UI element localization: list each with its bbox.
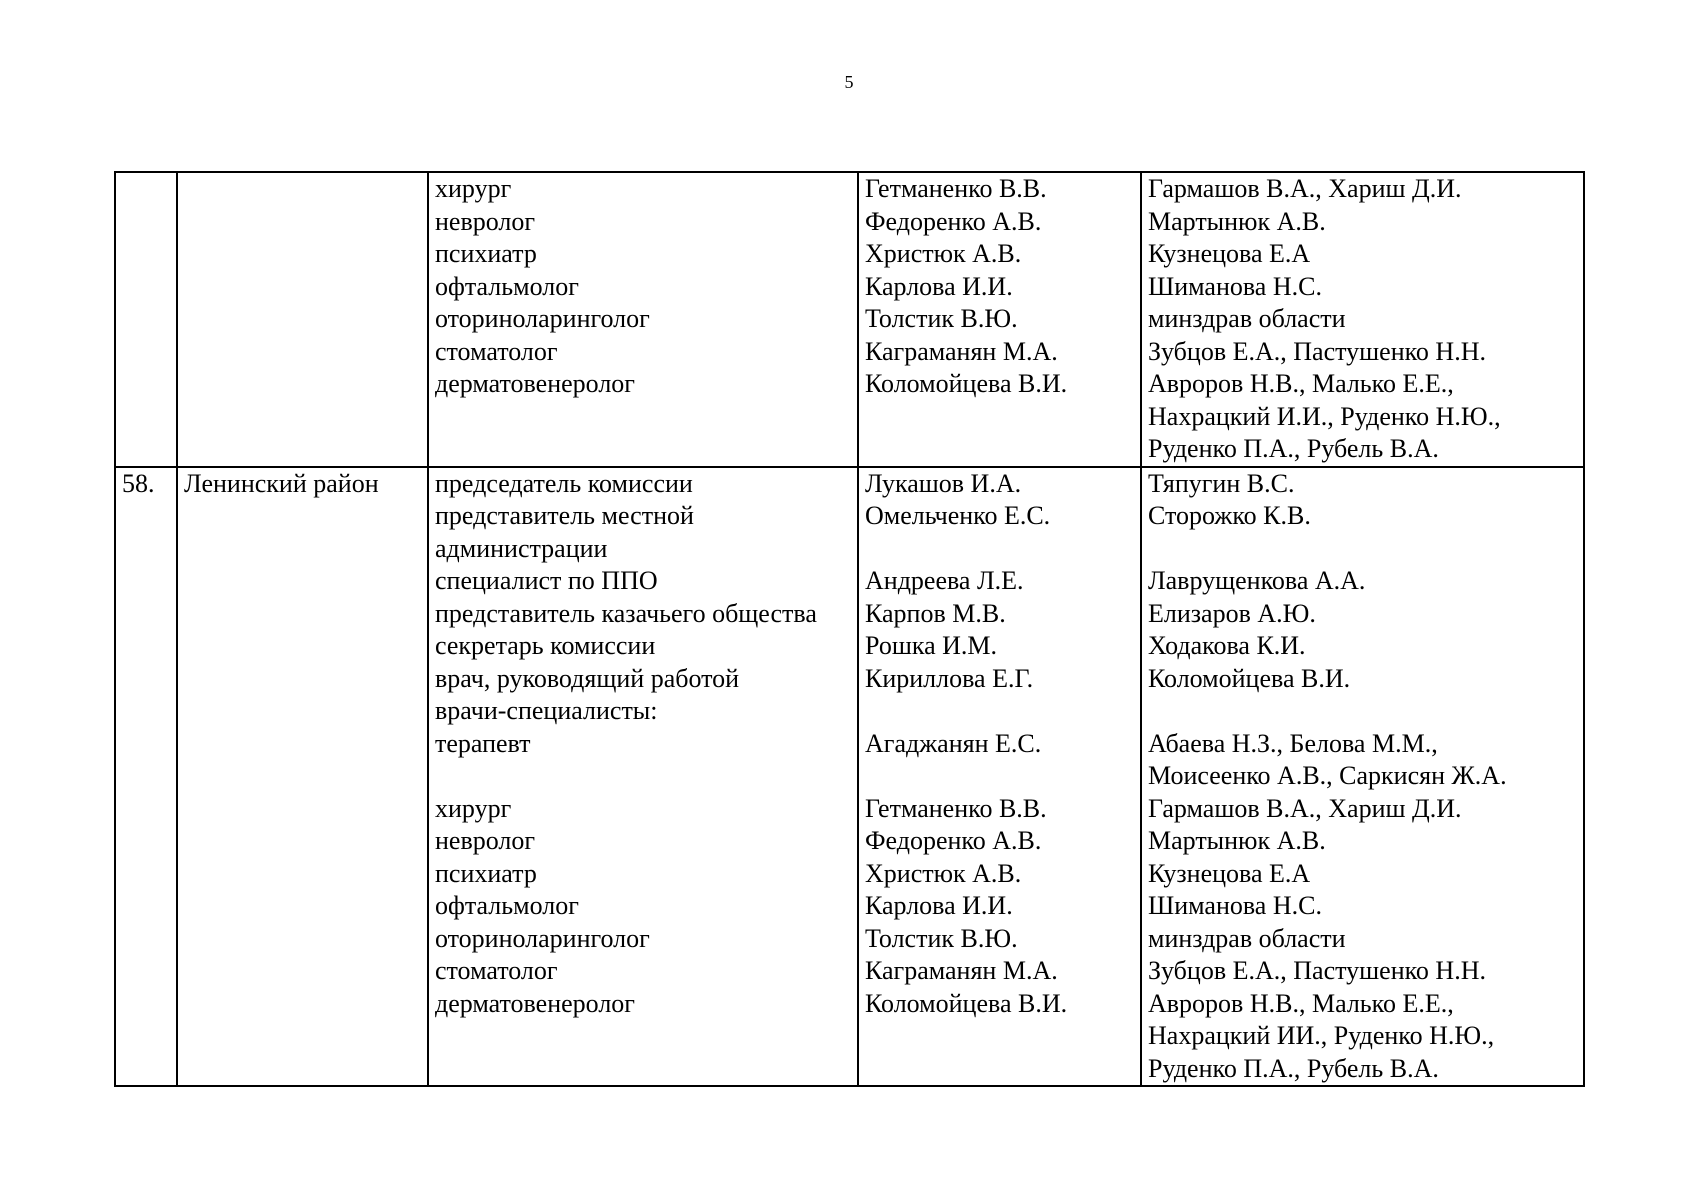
main-member-cell bbox=[858, 172, 1141, 467]
table-row bbox=[115, 172, 1584, 467]
role-line bbox=[435, 760, 857, 793]
role-line: специалист по ППО bbox=[435, 566, 658, 595]
main-member-line bbox=[865, 760, 1140, 793]
reserve-member-line: Гармашов В.А., Хариш Д.И. bbox=[1148, 174, 1462, 203]
main-member-cell bbox=[858, 467, 1141, 1087]
reserve-member-cell bbox=[1141, 467, 1584, 1087]
main-member-line bbox=[865, 433, 1140, 466]
role-line: стоматолог bbox=[435, 336, 558, 366]
role-line: врач, руководящий работой bbox=[435, 663, 740, 693]
reserve-member-line: Тяпугин В.С. bbox=[1148, 468, 1295, 498]
main-member-line: Коломойцева В.И. bbox=[865, 369, 1068, 398]
main-member-line bbox=[865, 533, 1140, 566]
role-line bbox=[435, 1053, 857, 1086]
role-line: хирург bbox=[435, 793, 512, 823]
reserve-member-line: минздрав области bbox=[1148, 304, 1346, 333]
district-cell: Ленинский район bbox=[177, 467, 428, 1087]
main-member-line: Андреева Л.Е. bbox=[865, 566, 1024, 595]
role-line: психиатр bbox=[435, 858, 537, 888]
main-member-line: Коломойцева В.И. bbox=[865, 988, 1068, 1018]
reserve-member-line: Зубцов Е.А., Пастушенко Н.Н. bbox=[1148, 956, 1486, 985]
main-member-line: Карлова И.И. bbox=[865, 271, 1013, 301]
reserve-member-line: Авроров Н.В., Малько Е.Е., bbox=[1148, 369, 1454, 398]
main-member-line: Рошка И.М. bbox=[865, 631, 998, 660]
role-line: оториноларинголог bbox=[435, 923, 650, 953]
role-line: секретарь комиссии bbox=[435, 631, 656, 660]
reserve-member-line: Абаева Н.З., Белова М.М., bbox=[1148, 728, 1438, 758]
table-row bbox=[115, 467, 1584, 1087]
role-line: невролог bbox=[435, 206, 536, 236]
main-member-line: Карлова И.И. bbox=[865, 891, 1013, 920]
main-member-line: Омельченко Е.С. bbox=[865, 501, 1051, 530]
main-member-line: Гетманенко В.В. bbox=[865, 174, 1047, 203]
reserve-member-line: Елизаров А.Ю. bbox=[1148, 598, 1316, 628]
role-line: администрации bbox=[435, 533, 608, 563]
reserve-member-line: Руденко П.А., Рубель В.А. bbox=[1148, 434, 1439, 463]
role-line: психиатр bbox=[435, 239, 537, 268]
main-member-line: Агаджанян Е.С. bbox=[865, 728, 1042, 758]
row-number-cell bbox=[115, 172, 177, 467]
role-line: представитель местной bbox=[435, 501, 694, 530]
reserve-member-line: Зубцов Е.А., Пастушенко Н.Н. bbox=[1148, 336, 1486, 366]
reserve-member-line: Шиманова Н.С. bbox=[1148, 271, 1322, 301]
role-line bbox=[435, 401, 857, 434]
reserve-member-line: Мартынюк А.В. bbox=[1148, 206, 1326, 236]
main-member-line: Христюк А.В. bbox=[865, 858, 1022, 888]
reserve-member-line: Моисеенко А.В., Саркисян Ж.А. bbox=[1148, 761, 1507, 790]
reserve-member-line: Гармашов В.А., Хариш Д.И. bbox=[1148, 793, 1462, 823]
main-member-line: Федоренко А.В. bbox=[865, 206, 1042, 236]
district-cell bbox=[177, 172, 428, 467]
role-line: хирург bbox=[435, 174, 512, 203]
main-member-line: Федоренко А.В. bbox=[865, 826, 1042, 855]
role-line: оториноларинголог bbox=[435, 304, 650, 333]
reserve-member-line: Кузнецова Е.А bbox=[1148, 239, 1311, 268]
role-line: дерматовенеролог bbox=[435, 369, 635, 398]
role-line: офтальмолог bbox=[435, 891, 579, 920]
main-member-line: Кириллова Е.Г. bbox=[865, 663, 1034, 693]
role-line bbox=[435, 1020, 857, 1053]
role-cell bbox=[428, 172, 858, 467]
role-line: терапевт bbox=[435, 728, 531, 758]
reserve-member-line: Кузнецова Е.А bbox=[1148, 858, 1311, 888]
reserve-member-line: Нахрацкий ИИ., Руденко Н.Ю., bbox=[1148, 1021, 1495, 1050]
page-number: 5 bbox=[844, 72, 854, 92]
role-cell bbox=[428, 467, 858, 1087]
main-member-line: Карпов М.В. bbox=[865, 598, 1006, 628]
reserve-member-line bbox=[1148, 533, 1583, 566]
main-member-line bbox=[865, 1020, 1140, 1053]
reserve-member-line: минздрав области bbox=[1148, 923, 1346, 953]
role-line: офтальмолог bbox=[435, 271, 579, 301]
main-member-line bbox=[865, 695, 1140, 728]
reserve-member-line: Авроров Н.В., Малько Е.Е., bbox=[1148, 988, 1454, 1018]
main-member-line bbox=[865, 401, 1140, 434]
reserve-member-line bbox=[1148, 695, 1583, 728]
role-line: представитель казачьего общества bbox=[435, 598, 817, 628]
reserve-member-line: Мартынюк А.В. bbox=[1148, 826, 1326, 855]
main-member-line: Гетманенко В.В. bbox=[865, 793, 1047, 823]
main-member-line: Толстик В.Ю. bbox=[865, 304, 1018, 333]
role-line bbox=[435, 433, 857, 466]
reserve-member-line: Руденко П.А., Рубель В.А. bbox=[1148, 1053, 1439, 1083]
role-line: невролог bbox=[435, 826, 536, 855]
main-member-line: Толстик В.Ю. bbox=[865, 923, 1018, 953]
main-member-line: Лукашов И.А. bbox=[865, 468, 1022, 498]
main-member-line: Каграманян М.А. bbox=[865, 336, 1058, 366]
reserve-member-line: Шиманова Н.С. bbox=[1148, 891, 1322, 920]
role-line: дерматовенеролог bbox=[435, 988, 635, 1018]
role-line: стоматолог bbox=[435, 956, 558, 985]
reserve-member-cell bbox=[1141, 172, 1584, 467]
commission-table bbox=[114, 171, 1585, 1087]
reserve-member-line: Лаврущенкова А.А. bbox=[1148, 566, 1366, 595]
main-member-line bbox=[865, 1053, 1140, 1086]
row-number-cell: 58. bbox=[115, 467, 177, 1087]
main-member-line: Христюк А.В. bbox=[865, 239, 1022, 268]
reserve-member-line: Сторожко К.В. bbox=[1148, 501, 1311, 530]
role-line: врачи-специалисты: bbox=[435, 696, 658, 725]
main-member-line: Каграманян М.А. bbox=[865, 956, 1058, 985]
role-line: председатель комиссии bbox=[435, 468, 693, 498]
reserve-member-line: Нахрацкий И.И., Руденко Н.Ю., bbox=[1148, 401, 1501, 431]
reserve-member-line: Коломойцева В.И. bbox=[1148, 663, 1351, 693]
reserve-member-line: Ходакова К.И. bbox=[1148, 631, 1306, 660]
